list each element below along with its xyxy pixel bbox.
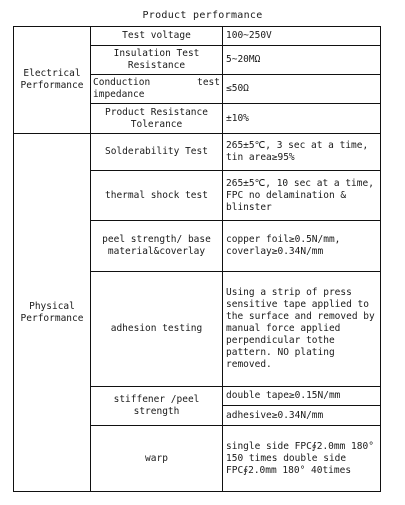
value-adhesion-testing: Using a strip of press sensitive tape applied to the surface and removed by manual force applied perpendicular tothe pattern. NO plating removed. — [223, 272, 381, 387]
value-thermal-shock: 265±5℃, 10 sec at a time, FPC no delamination & blinster — [223, 171, 381, 221]
item-insulation-resistance: Insulation Test Resistance — [91, 46, 223, 75]
item-thermal-shock: thermal shock test — [91, 171, 223, 221]
table-row — [14, 134, 381, 171]
category-physical: Physical Performance — [14, 134, 91, 492]
item-warp: warp — [91, 426, 223, 492]
item-stiffener-peel: stiffener /peel strength — [91, 387, 223, 426]
item-conduction-impedance: Conduction test impedance — [91, 75, 223, 104]
value-resistance-tolerance: ±10% — [223, 104, 381, 134]
item-resistance-tolerance: Product Resistance Tolerance — [91, 104, 223, 134]
value-stiffener-adhesive: adhesive≥0.34N/mm — [223, 406, 381, 426]
item-test-voltage: Test voltage — [91, 27, 223, 46]
value-warp: single side FPC∮2.0mm 180° 150 times double side FPC∮2.0mm 180° 40times — [223, 426, 381, 492]
table-row — [14, 27, 381, 46]
value-insulation-resistance: 5~20MΩ — [223, 46, 381, 75]
item-adhesion-testing: adhesion testing — [91, 272, 223, 387]
performance-table — [13, 26, 381, 492]
value-stiffener-double-tape: double tape≥0.15N/mm — [223, 387, 381, 406]
value-peel-strength: copper foil≥0.5N/mm, coverlay≥0.34N/mm — [223, 221, 381, 272]
value-test-voltage: 100~250V — [223, 27, 381, 46]
item-peel-strength: peel strength/ base material&coverlay — [91, 221, 223, 272]
category-electrical: Electrical Performance — [14, 27, 91, 134]
value-solderability: 265±5℃, 3 sec at a time, tin area≥95% — [223, 134, 381, 171]
value-conduction-impedance: ≤50Ω — [223, 75, 381, 104]
item-solderability: Solderability Test — [91, 134, 223, 171]
table-title: Product performance — [142, 10, 263, 21]
